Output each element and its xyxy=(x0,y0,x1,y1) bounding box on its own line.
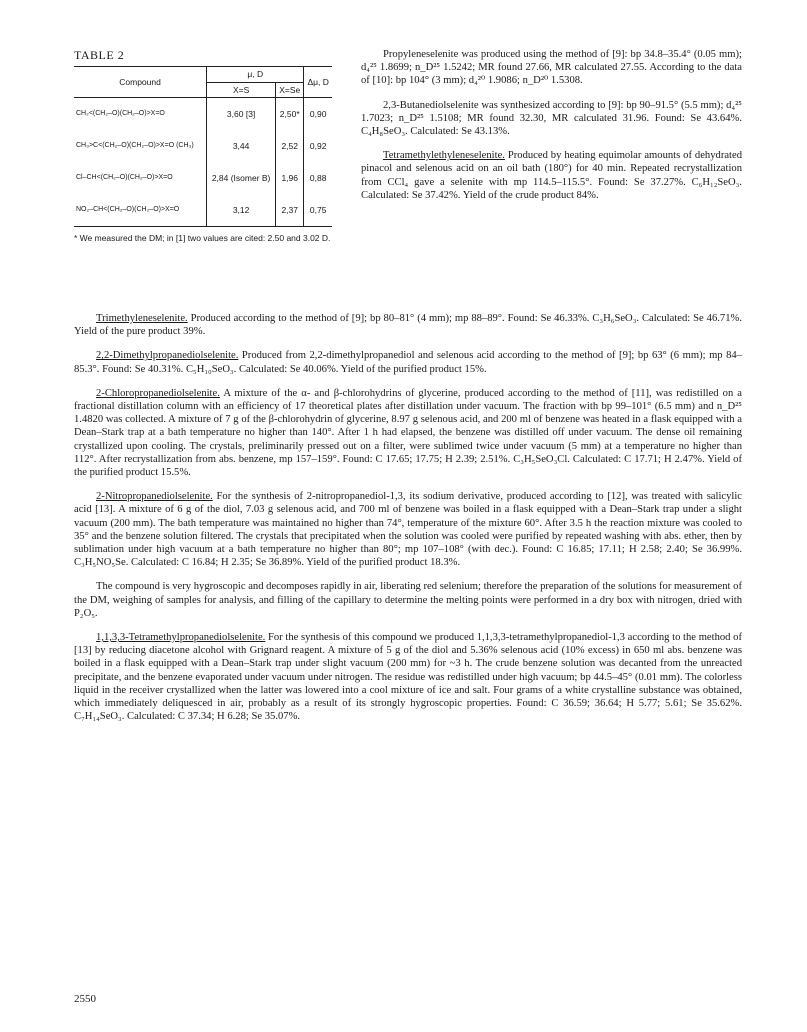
col-group-mu: μ, D xyxy=(207,67,304,83)
compound-heading: 2,2-Dimethylpropanediolselenite. xyxy=(96,350,239,362)
table-title: TABLE 2 xyxy=(74,48,125,62)
table-2 xyxy=(74,66,332,227)
cell-x-se: 2,52 xyxy=(276,130,304,162)
paragraph-text: For the synthesis of 2-nitropropanediol-1,3, its sodium derivative, produced according to [12], was treated with salicylic acid [13]. A mixture of 6 g of the diol, 7.03 g selenous acid, and 700 ml of benzene was boiled in a flask equipped with a Dean–Stark trap under a slight vacuum (200 mm). The bath temperature was maintained no higher than 74°, temperature of the mixture 60°. After 3.5 h the reaction mixture was cooled to 35° and the benzene solution filtered. The crystals that precipitated when the solution was cooled were purified by repeated washing with abs. ether, then by sublimation under high vacuum at a bath temperature no higher than 80°; mp 107–108° (with dec.). Found: C 16.85; 17.11; H 2.58; 2.40; Se 36.99%. C₃H₅NO₅Se. Calculated: C 16.84; H 2.35; Se 36.89%. Yield of the purified product 18.3%. xyxy=(74,491,742,569)
paragraph-text: Produced according to the method of [9]; bp 80–81° (4 mm); mp 88–89°. Found: Se 46.33%. C₃H₆SeO₃. Calculated: Se 46.71%. Yield of the pure product 39%. xyxy=(74,313,742,338)
paragraph-text: Produced from 2,2-dimethylpropanediol and selenous acid according to the method of [9]; bp 63° (6 mm); mp 84–85.3°. Found: Se 40.31%. C₅H₁₀SeO₃. Calculated: Se 40.06%. Yield of the purified product 15%. xyxy=(74,350,742,375)
compound-heading: 2-Chloropropanediolselenite. xyxy=(96,387,220,399)
table-row xyxy=(74,130,332,162)
cell-x-s: 3,44 xyxy=(207,130,276,162)
paragraph xyxy=(74,387,742,479)
cell-delta: 0,92 xyxy=(304,130,332,162)
cell-x-se: 1,96 xyxy=(276,162,304,194)
page-body xyxy=(74,48,742,734)
cell-x-s: 3,12 xyxy=(207,194,276,227)
top-section xyxy=(74,48,742,310)
cell-x-se: 2,50* xyxy=(276,98,304,131)
table-row xyxy=(74,98,332,131)
table-row xyxy=(74,162,332,194)
paragraph xyxy=(361,149,742,202)
compound-heading: 1,1,3,3-Tetramethylpropanediolselenite. xyxy=(96,632,266,644)
cell-delta: 0,88 xyxy=(304,162,332,194)
table-row xyxy=(74,194,332,227)
paragraph-text: Produced by heating equimolar amounts of dehydrated pinacol and selenous acid on an oil bath (180°) for 40 min. Repeated recrystallization from CCl₄ gave a selenite with mp 114.5–115.5°. Found: Se 37.27%. C₆H₁₂SeO₃. Calculated: Se 37.42%. Yield of the crude product 84%. xyxy=(361,150,742,201)
paragraph-text: 2,3-Butanediolselenite was synthesized according to [9]: bp 90–91.5° (5.5 mm); d₄²⁵ 1.7023; n_D²⁵ 1.5108; MR found 32.30, MR calculated 31.96. Found: Se 43.64%. C₄H₈SeO₃. Calculated: Se 43.13%. xyxy=(361,99,742,138)
cell-x-s: 3,60 [3] xyxy=(207,98,276,131)
paragraph xyxy=(361,48,742,88)
table-footnote: * We measured the DM; in [1] two values are cited: 2.50 and 3.02 D. xyxy=(74,233,331,243)
paragraph xyxy=(74,312,742,338)
paragraph-text: A mixture of the α- and β-chlorohydrins of glycerine, produced according to the method of [11], was redistilled on a fractional distillation column with an efficiency of 17 theoretical plates after distillation under vacuum. The fraction with bp 99–101° (6.5 mm) and n_D²⁵ 1.4820 was collected. A mixture of 7 g of the β-chlorohydrin of glycerine, 8.97 g selenous acid, and 200 ml of benzene was heated in a flask equipped with a Dean–Stark trap at a bath temperature no higher than 140°. After 1 h had elapsed, the benzene was distilled off under vacuum. The dense oil remaining crystallized upon cooling. The crystals, preliminarily pressed out on a filter, were sublimed twice under vacuum (5 mm) at a temperature no higher than 112°. After recrystallization from abs. benzene, mp 157–159°. Found: C 17.65; 17.75; H 2.39; 2.51%. C₃H₅SeO₃Cl. Calculated: C 17.71; H 2.47%. Yield of the purified product 15.5%. xyxy=(74,387,742,479)
paragraph-text: Propyleneselenite was produced using the method of [9]: bp 34.8–35.4° (0.05 mm); d₄²⁵ 1.8699; n_D²⁵ 1.5242; MR found 27.66, MR calculated 27.55. According to the data of [10]: bp 104° (3 mm); d₄²⁰ 1.9086; n_D²⁰ 1.5308. xyxy=(361,49,742,87)
compound-structure: CH₃>C<(CH₂–O)(CH₂–O)>X=O (CH₃) xyxy=(76,141,194,149)
right-column xyxy=(361,48,742,213)
compound-structure: NO₂–CH<(CH₂–O)(CH₂–O)>X=O xyxy=(76,205,180,213)
col-x-se: X=Se xyxy=(276,82,304,98)
body-text xyxy=(74,312,742,723)
paragraph-text: The compound is very hygroscopic and decomposes rapidly in air, liberating red selenium; therefore the preparation of the solutions for measurement of the DM, weighing of samples for analysis, and filling of the capillary to determine the melting points were performed in a dry box with nitrogen, dried with P₂O₅. xyxy=(74,581,742,619)
cell-delta: 0,90 xyxy=(304,98,332,131)
paragraph xyxy=(361,99,742,139)
paragraph-text: For the synthesis of this compound we produced 1,1,3,3-tetramethylpropanediol-1,3 according to the method of [13] by reducing diacetone alcohol with Grignard reagent. A mixture of 5 g of the diol and 5.36% selenous acid (10% excess) in 650 ml abs. benzene was boiled in a flask equipped with a Dean–Stark trap under slight vacuum (200 mm) for ~3 h. The crude benzene solution was decanted from the unreacted precipitate, and the benzene evaporated under vacuum under nitrogen. The residue was redistilled under high vacuum; bp 44.5–45° (0.01 mm). The colorless liquid in the receiver crystallized when the latter was lowered into a cool mixture of ice and salt. Four grams of a white crystalline substance was obtained, which immediately deliquesced in air, probably as a result of its strongly hygroscopic properties. Found: C 36.59; 36.64; H 5.77; 5.61; Se 35.62%. C₇H₁₄SeO₃. Calculated: C 37.34; H 6.28; Se 35.07%. xyxy=(74,632,742,723)
paragraph xyxy=(74,349,742,375)
paragraph xyxy=(74,580,742,620)
cell-delta: 0,75 xyxy=(304,194,332,227)
paragraph xyxy=(74,631,742,723)
compound-heading: Tetramethylethyleneselenite. xyxy=(383,150,505,162)
col-x-s: X=S xyxy=(207,82,276,98)
col-delta: Δμ, D xyxy=(304,67,332,98)
compound-structure: CH₂<(CH₂–O)(CH₂–O)>X=O xyxy=(76,109,165,117)
page-number: 2550 xyxy=(74,993,96,1005)
compound-heading: Trimethyleneselenite. xyxy=(96,313,188,324)
col-compound: Compound xyxy=(74,67,207,98)
compound-structure: Cl–CH<(CH₂–O)(CH₂–O)>X=O xyxy=(76,173,173,181)
paragraph xyxy=(74,490,742,569)
table-column xyxy=(74,48,332,244)
compound-heading: 2-Nitropropanediolselenite. xyxy=(96,491,213,503)
cell-x-s: 2,84 (Isomer B) xyxy=(207,162,276,194)
cell-x-se: 2,37 xyxy=(276,194,304,227)
